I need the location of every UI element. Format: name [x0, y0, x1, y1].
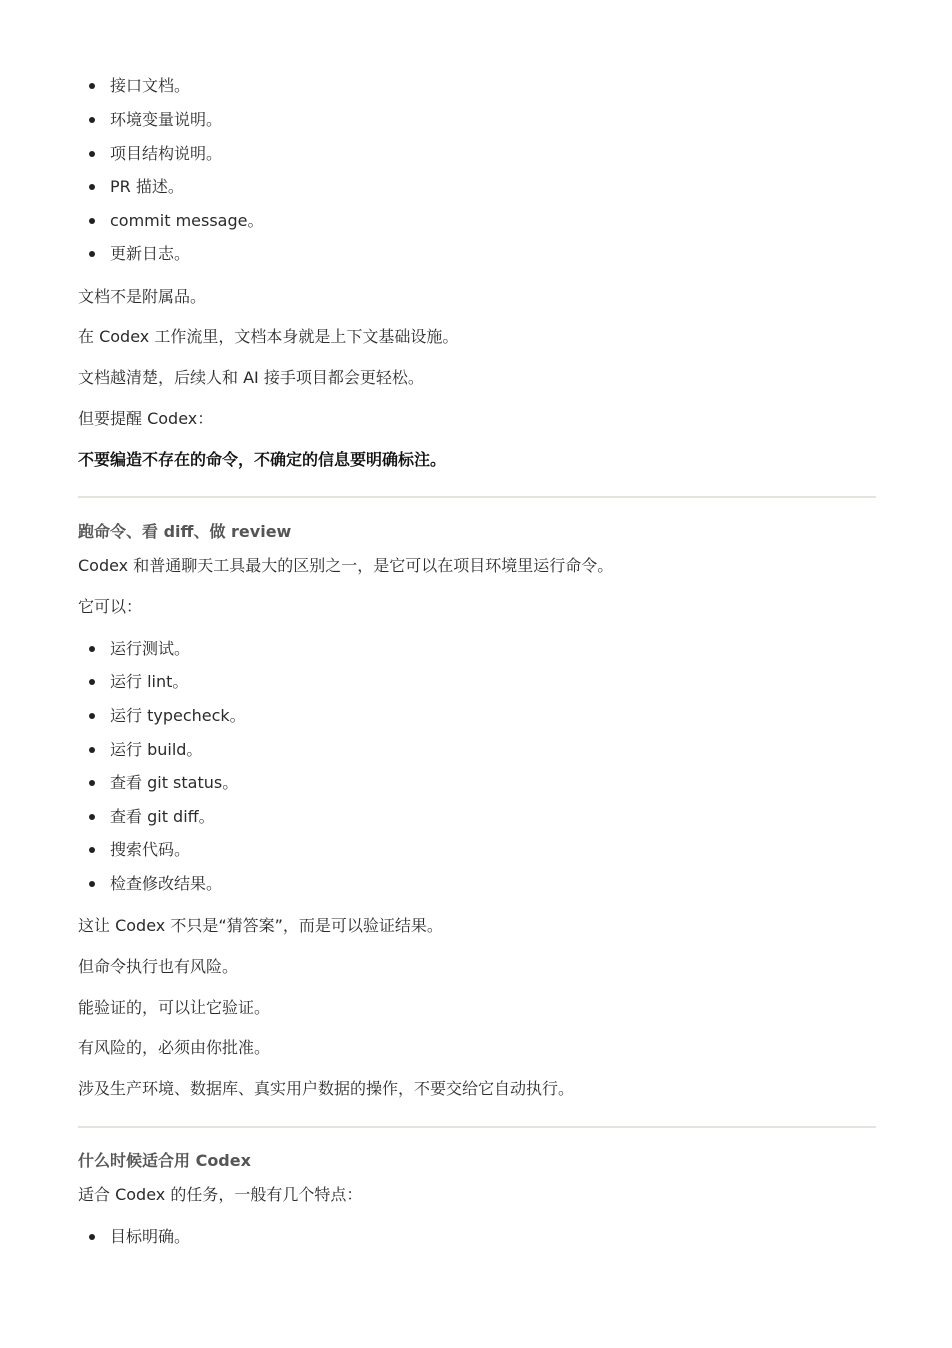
list-item: 查看 git status。	[110, 773, 239, 792]
divider	[78, 1126, 876, 1128]
paragraph: 有风险的，必须由你批准。	[78, 1038, 271, 1057]
section-heading: 跑命令、看 diff、做 review	[78, 522, 292, 541]
list-item: commit message。	[110, 211, 264, 230]
list-item: 运行 lint。	[110, 672, 189, 691]
paragraph: 文档不是附属品。	[78, 287, 207, 306]
list-item: 接口文档。	[110, 76, 191, 95]
list-item: 更新日志。	[110, 244, 191, 263]
list-item: PR 描述。	[110, 177, 184, 196]
paragraph: 它可以：	[78, 597, 143, 616]
paragraph: 但要提醒 Codex：	[78, 409, 214, 428]
list-item: 运行 build。	[110, 740, 203, 759]
list-item: 搜索代码。	[110, 840, 191, 859]
list-item: 运行测试。	[110, 639, 191, 658]
list-item: 检查修改结果。	[110, 874, 223, 893]
paragraph: 涉及生产环境、数据库、真实用户数据的操作，不要交给它自动执行。	[78, 1079, 575, 1098]
paragraph: 文档越清楚，后续人和 AI 接手项目都会更轻松。	[78, 368, 424, 387]
divider	[78, 496, 876, 498]
list-item: 目标明确。	[110, 1227, 191, 1246]
paragraph: 这让 Codex 不只是“猜答案”，而是可以验证结果。	[78, 916, 443, 935]
list-item: 运行 typecheck。	[110, 706, 246, 725]
bold-note: 不要编造不存在的命令，不确定的信息要明确标注。	[78, 450, 447, 469]
paragraph: 但命令执行也有风险。	[78, 957, 239, 976]
list-item: 项目结构说明。	[110, 144, 223, 163]
list-item: 环境变量说明。	[110, 110, 223, 129]
list-item: 查看 git diff。	[110, 807, 215, 826]
section-heading: 什么时候适合用 Codex	[78, 1151, 251, 1170]
paragraph: 在 Codex 工作流里，文档本身就是上下文基础设施。	[78, 327, 459, 346]
paragraph: 能验证的，可以让它验证。	[78, 998, 271, 1017]
paragraph: Codex 和普通聊天工具最大的区别之一，是它可以在项目环境里运行命令。	[78, 556, 614, 575]
paragraph: 适合 Codex 的任务，一般有几个特点：	[78, 1185, 363, 1204]
